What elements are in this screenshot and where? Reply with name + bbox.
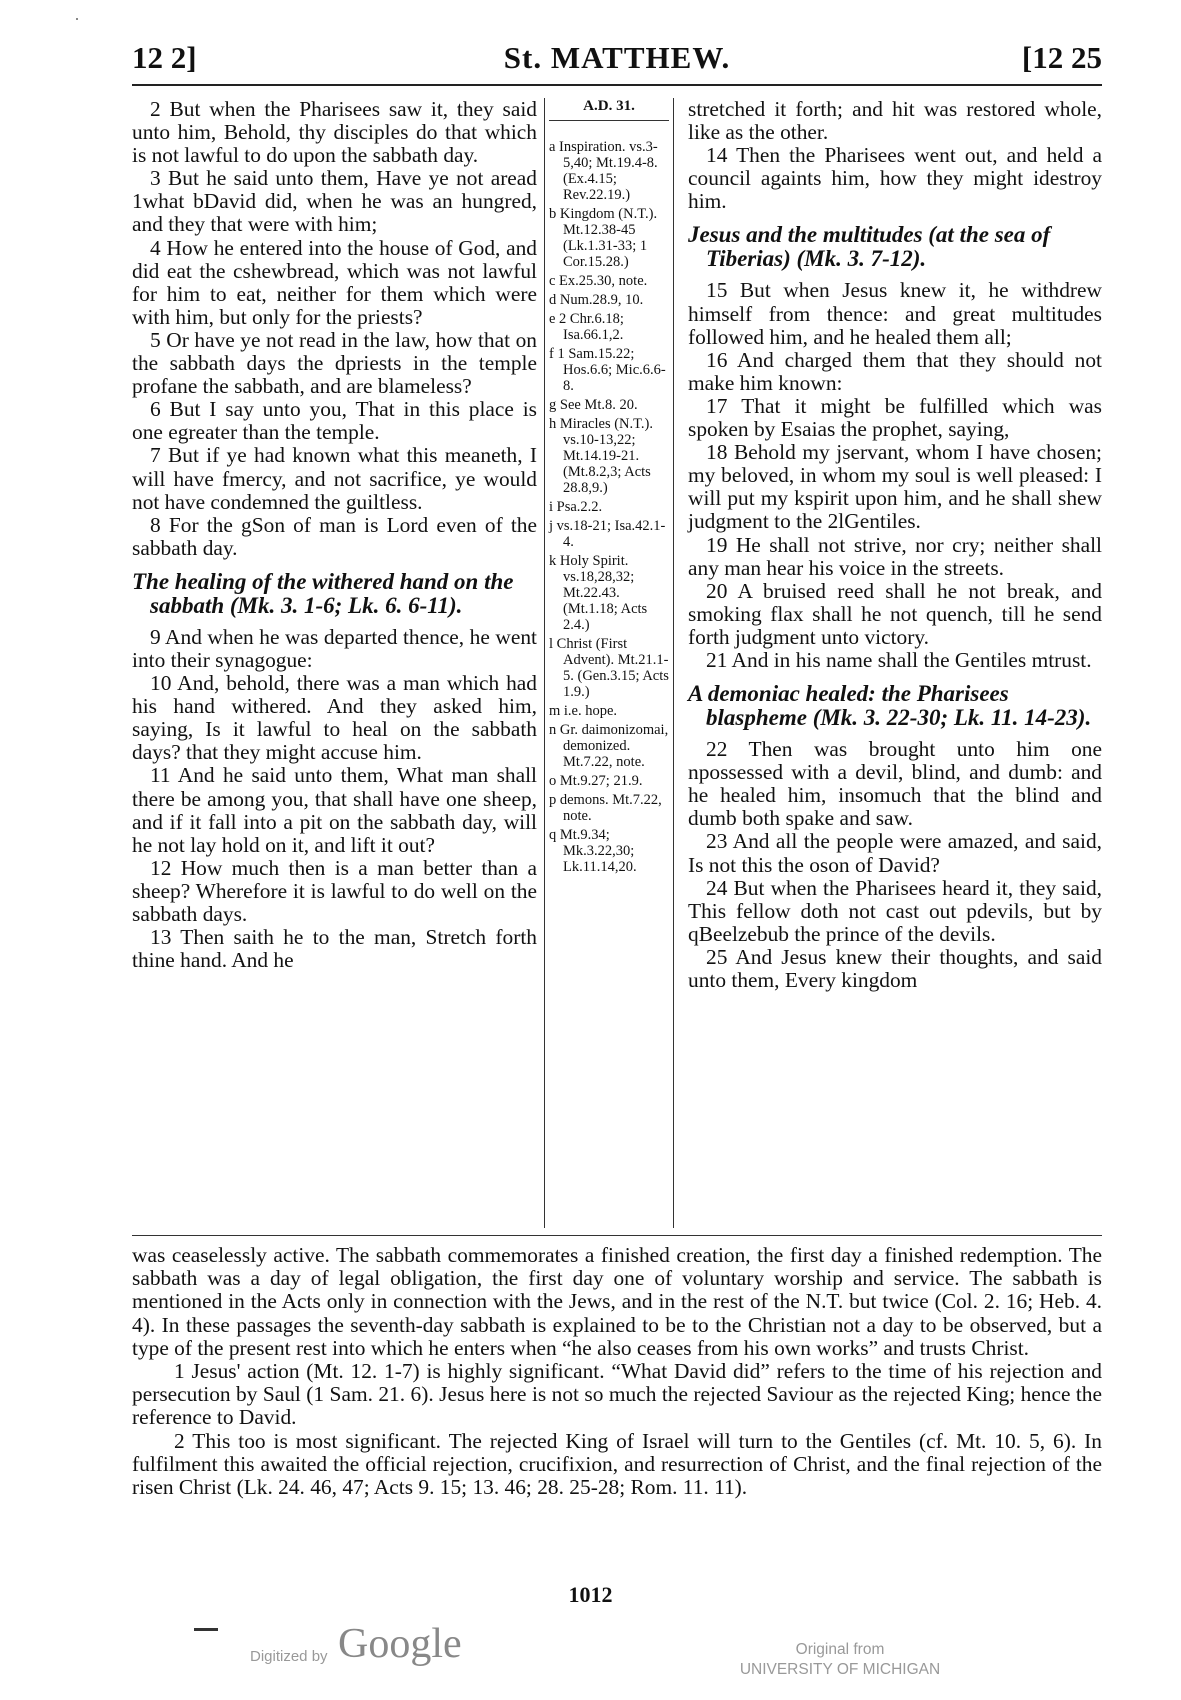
- digitized-label: Digitized by: [250, 1648, 328, 1665]
- verse-paragraph: 2 But when the Pharisees saw it, they said unto him, Behold, thy disciples do that which is not lawful to do upon the sabbath day.: [132, 97, 537, 168]
- margin-reference: p demons. Mt.7.22, note.: [549, 792, 662, 824]
- verse-paragraph: 14 Then the Pharisees went out, and held a council againts him, how they might idestroy him.: [688, 143, 1102, 214]
- margin-reference: a Inspiration. vs.3-5,40; Mt.19.4-8. (Ex.4.15; Rev.22.19.): [549, 139, 658, 203]
- margin-reference: m i.e. hope.: [549, 703, 618, 719]
- right-column: [688, 98, 1102, 992]
- verse-paragraph: 4 How he entered into the house of God, and did eat the cshewbread, which was not lawful for him to eat, neither for them which were with him, but only for the priests?: [132, 235, 537, 329]
- verse-paragraph: 21 And in his name shall the Gentiles mtrust.: [706, 647, 1092, 672]
- verse-paragraph: 3 But he said unto them, Have ye not aread 1what bDavid did, when he was an hungred, and they that were with him;: [132, 166, 537, 237]
- section-heading: The healing of the withered hand on the sabbath (Mk. 3. 1-6; Lk. 6. 6-11).: [132, 568, 514, 618]
- left-column: [132, 98, 537, 972]
- verse-paragraph: 17 That it might be fulfilled which was spoken by Esaias the prophet, saying,: [688, 393, 1102, 442]
- margin-reference: k Holy Spirit. vs.18,28,32; Mt.22.43. (Mt.1.18; Acts 2.4.): [549, 553, 648, 633]
- verse-paragraph: 23 And all the people were amazed, and said, Is not this the oson of David?: [688, 829, 1102, 877]
- header-right: [12 25: [1021, 40, 1102, 75]
- source-credit-line1: Original from: [795, 1641, 885, 1658]
- footnotes: [132, 1244, 1102, 1499]
- margin-references: [544, 98, 674, 1228]
- margin-reference: i Psa.2.2.: [549, 499, 603, 515]
- verse-paragraph: 18 Behold my jservant, whom I have chosen; my beloved, in whom my soul is well pleased: I will put my kspirit upon him, and he shall shew judgment to the 2lGentiles.: [688, 440, 1102, 534]
- verse-paragraph: 19 He shall not strive, nor cry; neither shall any man hear his voice in the streets.: [688, 532, 1102, 580]
- verse-paragraph: 11 And he said unto them, What man shall there be among you, that shall have one sheep, and if it fall into a pit on the sabbath day, will he not lay hold on it, and lift it out?: [132, 763, 537, 857]
- section-heading: A demoniac healed: the Pharisees blaspheme (Mk. 3. 22-30; Lk. 11. 14-23).: [688, 681, 1092, 731]
- verse-paragraph: 13 Then saith he to the man, Stretch forth thine hand. And he: [132, 925, 537, 973]
- page-number: 1012: [568, 1582, 613, 1607]
- margin-reference: l Christ (First Advent). Mt.21.1-5. (Gen.3.15; Acts 1.9.): [549, 636, 669, 700]
- stray-mark: [76, 18, 78, 20]
- source-credit: [720, 1640, 960, 1680]
- margin-reference: j vs.18-21; Isa.42.1-4.: [549, 518, 666, 550]
- date-label: A.D. 31.: [549, 98, 669, 121]
- verse-paragraph: 5 Or have ye not read in the law, how that on the sabbath days the dpriests in the temple profane the sabbath, and are blameless?: [132, 327, 537, 399]
- google-logo: Google: [338, 1621, 462, 1667]
- verse-paragraph: 24 But when the Pharisees heard it, they said, This fellow doth not cast out pdevils, but by qBeelzebub the prince of the devils.: [688, 875, 1102, 946]
- margin-reference: b Kingdom (N.T.). Mt.12.38-45 (Lk.1.31-33; 1 Cor.15.28.): [549, 206, 658, 270]
- verse-paragraph: 9 And when he was departed thence, he went into their synagogue:: [132, 624, 537, 672]
- verse-paragraph: 10 And, behold, there was a man which had his hand withered. And they asked him, saying, Is it lawful to heal on the sabbath days? that they might accuse him.: [132, 671, 537, 765]
- verse-paragraph: 7 But if ye had known what this meaneth, I will have fmercy, and not sacrifice, ye would not have condemned the guiltless.: [132, 443, 537, 514]
- verse-paragraph: 16 And charged them that they should not make him known:: [688, 347, 1102, 395]
- header-left: 12 2]: [132, 40, 197, 75]
- section-heading: Jesus and the multitudes (at the sea of Tiberias) (Mk. 3. 7-12).: [688, 222, 1051, 272]
- footnote: 1 Jesus' action (Mt. 12. 1-7) is highly significant. “What David did” refers to the time of his rejection and persecution by Saul (1 Sam. 21. 6). Jesus here is not so much the rejected Saviour as the rejected King; hence the reference to David.: [132, 1359, 1102, 1430]
- footnote: was ceaselessly active. The sabbath commemorates a finished creation, the first day a finished redemption. The sabbath was a day of legal obligation, the first day one of voluntary worship and service. The sabbath is mentioned in the Acts only in connection with the Jews, and in the rest of the N.T. but twice (Col. 2. 16; Heb. 4. 4). In these passages the seventh-day sabbath is explained to be to the Christian not a day to be observed, but a type of the present rest into which he enters when “he also ceases from his own works” and trusts Christ.: [132, 1243, 1102, 1360]
- verse-paragraph: 15 But when Jesus knew it, he withdrew himself from thence: and great multitudes followed him, and he healed them all;: [688, 278, 1102, 349]
- margin-reference: o Mt.9.27; 21.9.: [549, 773, 643, 789]
- source-credit-line2: UNIVERSITY OF MICHIGAN: [739, 1661, 941, 1678]
- margin-reference: h Miracles (N.T.). vs.10-13,22; Mt.14.19-21. (Mt.8.2,3; Acts 28.8,9.): [549, 416, 654, 496]
- margin-reference: n Gr. daimonizomai, demonized. Mt.7.22, note.: [549, 722, 669, 770]
- header-title: St. MATTHEW.: [503, 40, 731, 75]
- verse-paragraph: 25 And Jesus knew their thoughts, and said unto them, Every kingdom: [688, 944, 1102, 992]
- margin-reference: q Mt.9.34; Mk.3.22,30; Lk.11.14,20.: [549, 827, 637, 875]
- ink-mark: [194, 1628, 218, 1631]
- verse-paragraph: 12 How much then is a man better than a sheep? Wherefore it is lawful to do well on the sabbath days.: [132, 855, 537, 926]
- footnote-divider: [132, 1235, 1102, 1236]
- footnote: 2 This too is most significant. The rejected King of Israel will turn to the Gentiles (cf. Mt. 10. 5, 6). In fulfilment this awaited the official rejection, crucifixion, and resurrection of Christ, and the final rejection of the risen Christ (Lk. 24. 46, 47; Acts 9. 15; 13. 46; 28. 25-28; Rom. 11. 11).: [132, 1428, 1102, 1500]
- page-header: [132, 40, 1102, 86]
- margin-reference: g See Mt.8. 20.: [549, 397, 638, 413]
- margin-reference: f 1 Sam.15.22; Hos.6.6; Mic.6.6-8.: [549, 346, 666, 394]
- verse-paragraph: 6 But I say unto you, That in this place is one egreater than the temple.: [132, 397, 537, 445]
- margin-reference: d Num.28.9, 10.: [549, 292, 644, 308]
- verse-paragraph: 20 A bruised reed shall he not break, and smoking flax shall he not quench, till he send forth judgment unto victory.: [688, 578, 1102, 649]
- verse-paragraph: 8 For the gSon of man is Lord even of the sabbath day.: [132, 512, 537, 560]
- verse-paragraph: stretched it forth; and hit was restored whole, like as the other.: [688, 97, 1102, 145]
- margin-reference: c Ex.25.30, note.: [549, 273, 648, 289]
- verse-paragraph: 22 Then was brought unto him one npossessed with a devil, blind, and dumb: and he healed him, insomuch that the blind and dumb both spake and saw.: [688, 737, 1102, 831]
- margin-reference: e 2 Chr.6.18; Isa.66.1,2.: [549, 311, 624, 343]
